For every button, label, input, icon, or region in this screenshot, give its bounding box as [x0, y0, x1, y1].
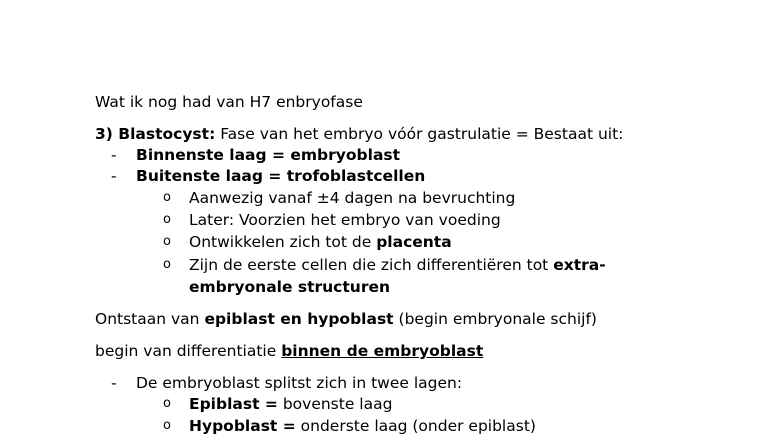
split-text: De embryoblast splitst zich in twee lagen:	[136, 374, 463, 392]
begin-line	[95, 341, 483, 361]
circle-bullet: o	[163, 234, 171, 249]
trofo-point-1: Aanwezig vanaf ±4 dagen na bevruchting	[189, 189, 516, 207]
heading: Wat ik nog had van H7 enbryofase	[95, 93, 363, 111]
blastocyst-label: 3) Blastocyst:	[95, 125, 216, 143]
ontstaan-bold: epiblast en hypoblast	[204, 310, 394, 328]
epiblast-text: bovenste laag	[277, 395, 393, 413]
trofo-point-4-bold: extra-	[553, 256, 606, 274]
trofo-point-3	[189, 232, 452, 252]
ontstaan-line	[95, 309, 597, 329]
trofo-point-4	[189, 255, 606, 275]
dash-bullet: -	[111, 146, 117, 164]
outer-layer: Buitenste laag = trofoblastcellen	[136, 167, 426, 185]
epiblast-bold: Epiblast =	[189, 395, 278, 413]
blastocyst-text: Fase van het embryo vóór gastrulatie = Bestaat uit:	[215, 125, 624, 143]
begin-text: begin van differentiatie	[95, 342, 282, 360]
trofo-point-4-text: Zijn de eerste cellen die zich differentiëren tot	[189, 256, 554, 274]
trofo-point-3-bold: placenta	[376, 233, 452, 251]
circle-bullet: o	[163, 257, 171, 272]
circle-bullet: o	[163, 418, 171, 433]
inner-layer: Binnenste laag = embryoblast	[136, 146, 401, 164]
trofo-point-2: Later: Voorzien het embryo van voeding	[189, 211, 501, 229]
ontstaan-post: (begin embryonale schijf)	[393, 310, 597, 328]
blastocyst-line	[95, 124, 623, 144]
dash-bullet: -	[111, 374, 117, 392]
dash-bullet: -	[111, 167, 117, 185]
circle-bullet: o	[163, 212, 171, 227]
circle-bullet: o	[163, 190, 171, 205]
hypoblast-item	[189, 416, 536, 436]
epiblast-item	[189, 394, 392, 414]
hypoblast-bold: Hypoblast =	[189, 417, 296, 435]
trofo-point-4-continuation: embryonale structuren	[189, 278, 391, 296]
begin-bold-underlined: binnen de embryoblast	[281, 342, 484, 360]
circle-bullet: o	[163, 396, 171, 411]
hypoblast-text: onderste laag (onder epiblast)	[295, 417, 536, 435]
trofo-point-3-text: Ontwikkelen zich tot de	[189, 233, 377, 251]
ontstaan-text: Ontstaan van	[95, 310, 205, 328]
